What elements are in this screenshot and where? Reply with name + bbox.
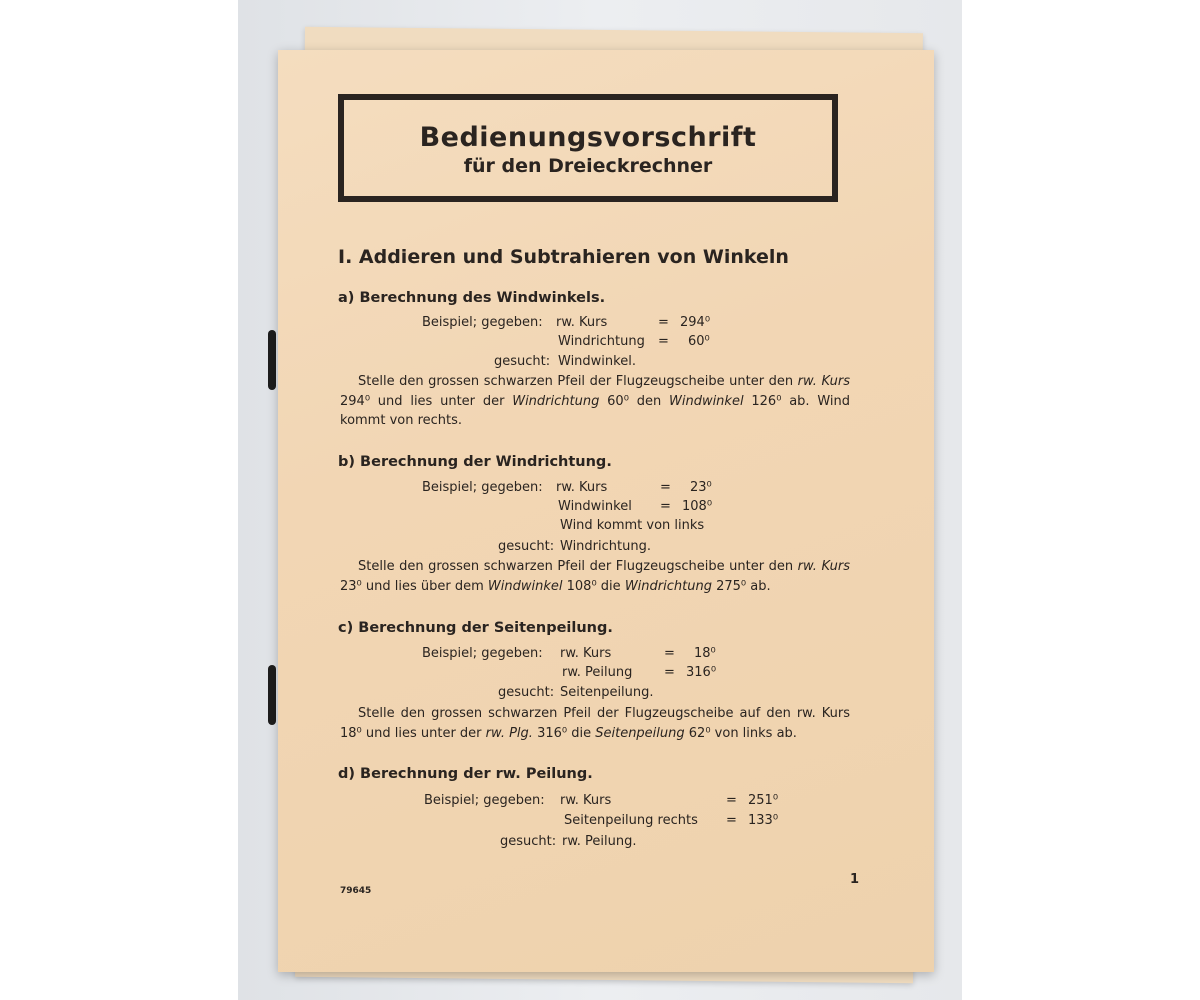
equals-sign: = — [660, 480, 671, 495]
sought-value: Seitenpeilung. — [560, 685, 654, 700]
title-box — [338, 94, 838, 202]
equals-sign: = — [660, 499, 671, 514]
given-value: 294⁰ — [680, 315, 711, 330]
paragraph-c: Stelle den grossen schwarzen Pfeil der Flugzeugscheibe auf den rw. Kurs 18⁰ und lies unter der rw. Plg. 316⁰ die Seitenpeilung 62⁰ von links ab. — [340, 706, 850, 741]
sought-label: gesucht: — [494, 354, 551, 369]
sought-label: gesucht: — [498, 539, 555, 554]
subsection-c-heading: c) Berechnung der Seitenpeilung. — [338, 620, 613, 636]
subsection-b-heading: b) Berechnung der Windrichtung. — [338, 454, 612, 470]
given-note: Wind kommt von links — [560, 518, 705, 533]
sought-label: gesucht: — [498, 685, 555, 700]
document-page — [278, 50, 934, 972]
given-value: 108⁰ — [682, 499, 713, 514]
section-heading: I. Addieren und Subtrahieren von Winkeln — [338, 246, 789, 268]
subsection-d-heading: d) Berechnung der rw. Peilung. — [338, 766, 593, 782]
given-value: 18⁰ — [694, 646, 716, 661]
example-label: Beispiel; gegeben: — [422, 315, 543, 330]
given-name: rw. Kurs — [560, 793, 612, 808]
given-value: 316⁰ — [686, 665, 717, 680]
example-label: Beispiel; gegeben: — [424, 793, 545, 808]
paragraph-a: Stelle den grossen schwarzen Pfeil der Flugzeugscheibe unter den rw. Kurs 294⁰ und lies unter der Windrichtung 60⁰ den Windwinkel 126⁰ ab. Wind kommt von rechts. — [340, 374, 851, 428]
equals-sign: = — [726, 793, 737, 808]
example-label: Beispiel; gegeben: — [422, 646, 543, 661]
given-name: rw. Kurs — [560, 646, 612, 661]
example-label: Beispiel; gegeben: — [422, 480, 543, 495]
given-name: rw. Kurs — [556, 480, 608, 495]
given-value: 251⁰ — [748, 793, 779, 808]
sought-label: gesucht: — [500, 834, 557, 849]
document-subtitle: für den Dreieckrechner — [463, 155, 713, 177]
binding-clip — [268, 665, 276, 725]
given-name: Windwinkel — [558, 499, 632, 514]
sought-value: Windrichtung. — [560, 539, 651, 554]
equals-sign: = — [664, 665, 675, 680]
equals-sign: = — [658, 334, 669, 349]
equals-sign: = — [658, 315, 669, 330]
given-value: 23⁰ — [690, 480, 712, 495]
given-name: Seitenpeilung rechts — [564, 813, 698, 828]
given-value: 133⁰ — [748, 813, 779, 828]
given-name: Windrichtung — [558, 334, 645, 349]
sought-value: Windwinkel. — [558, 354, 636, 369]
equals-sign: = — [726, 813, 737, 828]
equals-sign: = — [664, 646, 675, 661]
given-value: 60⁰ — [688, 334, 710, 349]
given-name: rw. Kurs — [556, 315, 608, 330]
binding-clip — [268, 330, 276, 390]
sought-value: rw. Peilung. — [562, 834, 637, 849]
given-name: rw. Peilung — [562, 665, 633, 680]
document-title: Bedienungsvorschrift — [419, 122, 757, 153]
print-code: 79645 — [340, 886, 372, 896]
page-number: 1 — [850, 872, 860, 887]
paragraph-b: Stelle den grossen schwarzen Pfeil der Flugzeugscheibe unter den rw. Kurs 23⁰ und lies über dem Windwinkel 108⁰ die Windrichtung 275⁰ ab. — [340, 559, 851, 594]
subsection-a-heading: a) Berechnung des Windwinkels. — [338, 290, 606, 306]
